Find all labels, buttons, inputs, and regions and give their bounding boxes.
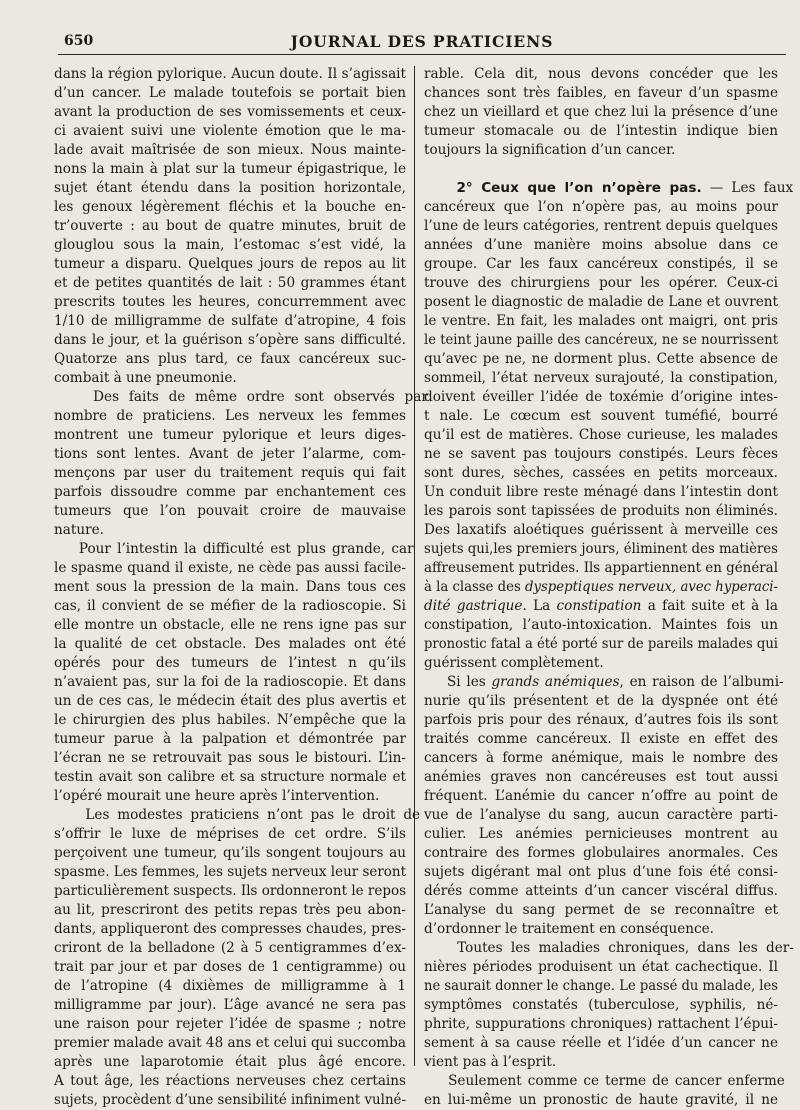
text-line: lade avait maîtrisée de son mieux. Nous mainte-: [54, 142, 406, 158]
text-line: le teint jaune paille des cancéreux, ne se nourrissent: [424, 332, 778, 348]
text-line: L’analyse du sang permet de se reconnaître et: [424, 902, 778, 918]
text-line: après une laparotomie était plus âgé encore.: [54, 1054, 406, 1070]
text-line: parfois pris pour des rénaux, d’autres fois ils sont: [424, 712, 778, 728]
text-line: sujets qui,les premiers jours, éliminent des matières: [424, 541, 778, 557]
text-line: tumeur a disparu. Quelques jours de repos au lit: [54, 256, 406, 272]
text-line: milligramme par jour). L’âge avancé ne sera pas: [54, 997, 406, 1013]
text-line: t nale. Le cœcum est souvent tuméfié, bourré: [424, 408, 778, 424]
text-line: d’ordonner le traitement en conséquence.: [424, 921, 715, 937]
text-line: A tout âge, les réactions nerveuses chez certains: [54, 1073, 406, 1089]
text-line: avant la production de ses vomissements et ceux-: [54, 104, 406, 120]
text-line: nurie qu’ils présentent et de la dyspnée ont été: [424, 693, 778, 709]
text-line: qu’avec pe ne, ne dorment plus. Cette absence de: [424, 351, 778, 367]
text-line: un de ces cas, le médecin était des plus avertis et: [54, 693, 406, 709]
text-line: premier malade avait 48 ans et celui qui succomba: [54, 1035, 406, 1051]
page-header: [64, 30, 780, 52]
text-line: sujets digérant mal ont plus d’une fois été consi-: [424, 864, 778, 880]
text-line: une raison pour rejeter l’idée de spasme ; notre: [54, 1016, 406, 1032]
text-line: n’avaient pas, sur la foi de la radioscopie. Et dans: [54, 674, 406, 690]
text-line: les parois sont tapissées de produits non éliminés.: [424, 503, 778, 519]
text-line: tumeur stomacale ou de l’intestin indique bien: [424, 123, 778, 139]
text-line: tumeur parue à la palpation et démontrée par: [54, 731, 406, 747]
text-line: contraire des formes globulaires anormales. Ces: [424, 845, 778, 861]
text-line: années d’une manière moins absolue dans ce: [424, 237, 778, 253]
text-line: 1/10 de milligramme de sulfate d’atropine, 4 fois: [54, 313, 406, 329]
text-line: vue de l’analyse du sang, aucun caractère parti-: [424, 807, 778, 823]
text-line: dans le jour, et la guérison s’opère sans difficulté.: [54, 332, 406, 348]
text-line: doivent éveiller l’idée de toxémie d’origine intes-: [424, 389, 778, 405]
text-line: Toutes les maladies chroniques, dans les der-: [424, 940, 794, 956]
text-line: sement à sa cause réelle et l’idée d’un cancer ne: [424, 1035, 778, 1051]
text-line: d’un cancer. Le malade toutefois se portait bien: [54, 85, 406, 101]
text-line: posent le diagnostic de maladie de Lane et ouvrent: [424, 294, 778, 310]
text-line: Des faits de même ordre sont observés par: [54, 389, 428, 405]
page-number: 650: [64, 33, 94, 49]
text-line: Quatorze ans plus tard, ce faux cancéreux suc-: [54, 351, 406, 367]
text-line: le spasme quand il existe, ne cède pas aussi facile-: [54, 560, 406, 576]
text-line: groupe. Car les faux cancéreux constipés, il se: [424, 256, 778, 272]
text-line: combait à une pneumonie.: [54, 370, 237, 386]
text-line: nons la main à plat sur la tumeur épigastrique, le: [54, 161, 406, 177]
text-line: le ventre. En fait, les malades ont maigri, ont pris: [424, 313, 778, 329]
header-rule: [58, 54, 786, 55]
text-line: dants, appliqueront des compresses chaudes, pres-: [54, 921, 406, 937]
text-line: culier. Les anémies pernicieuses montrent au: [424, 826, 778, 842]
text-line: phrite, suppurations chroniques) rattachent l’épui-: [424, 1016, 778, 1032]
text-line: guérissent complètement.: [424, 655, 604, 671]
text-line: ne se savent pas toujours constipés. Leurs fèces: [424, 446, 778, 462]
text-line: Seulement comme ce terme de cancer enferme: [424, 1073, 785, 1089]
text-line: dité gastrique. La constipation a fait suite et à la: [424, 598, 778, 614]
text-line: qu’il est de matières. Chose curieuse, les malades: [424, 427, 778, 443]
text-line: perçoivent une tumeur, qu’ils songent toujours au: [54, 845, 406, 861]
text-line: nombre de praticiens. Les nerveux les femmes: [54, 408, 406, 424]
text-line: spasme. Les femmes, les sujets nerveux leur seront: [54, 864, 406, 880]
running-title: JOURNAL DES PRATICIENS: [290, 32, 554, 51]
text-line: s’offrir le luxe de méprises de cet ordre. S’ils: [54, 826, 406, 842]
text-line: tumeurs que l’on pouvait croire de mauvaise: [54, 503, 406, 519]
text-line: rable. Cela dit, nous devons concéder que les: [424, 66, 778, 82]
text-line: vient pas à l’esprit.: [424, 1054, 557, 1070]
text-line: montrent une tumeur pylorique et leurs diges-: [54, 427, 406, 443]
text-line: Un conduit libre reste ménagé dans l’intestin dont: [424, 484, 778, 500]
text-line: Pour l’intestin la difficulté est plus grande, car: [54, 541, 414, 557]
text-line: elle montre un obstacle, elle ne rens igne pas sur: [54, 617, 406, 633]
text-line: parfois dissoudre comme par enchantement ces: [54, 484, 406, 500]
text-line: trait par jour et par doses de 1 centigramme) ou: [54, 959, 406, 975]
text-line: sommeil, l’état nerveux surajouté, la constipation,: [424, 370, 778, 386]
text-line: ci avaient suivi une violente émotion que le ma-: [54, 123, 406, 139]
text-line: Si les grands anémiques, en raison de l’albumi-: [424, 674, 784, 690]
text-line: sont dures, sèches, cassées en petits morceaux.: [424, 465, 778, 481]
text-line: pronostic fatal a été porté sur de pareils malades qui: [424, 636, 778, 652]
text-line: anémies graves non cancéreuses est tout aussi: [424, 769, 778, 785]
text-line: Des laxatifs aloétiques guérissent à merveille ces: [424, 522, 778, 538]
text-line: cancers à forme anémique, mais le nombre des: [424, 750, 778, 766]
text-line: le chirurgien des plus habiles. N’empêche que la: [54, 712, 406, 728]
text-line: sujets, procèdent d’une sensibilité infiniment vulné-: [54, 1092, 406, 1108]
text-line: symptômes constatés (tuberculose, syphilis, né-: [424, 997, 778, 1013]
text-line: trouve des chirurgiens pour les opérer. Ceux-ci: [424, 275, 778, 291]
text-line: la qualité de cet obstacle. Des malades ont été: [54, 636, 406, 652]
text-line: nature.: [54, 522, 104, 538]
text-line: ne saurait donner le change. Le passé du malade, les: [424, 978, 778, 994]
text-line: constipation, l’auto-intoxication. Maintes fois un: [424, 617, 778, 633]
text-line: tions sont lentes. Avant de jeter l’alarme, com-: [54, 446, 406, 462]
text-line: dérés comme atteints d’un cancer viscéral diffus.: [424, 883, 778, 899]
text-line: cancéreux que l’on n’opère pas, au moins pour: [424, 199, 778, 215]
text-line: affreusement putrides. Ils appartiennent en général: [424, 560, 778, 576]
text-line: chances sont très faibles, en faveur d’un spasme: [424, 85, 778, 101]
text-line: à la classe des dyspeptiques nerveux, avec hyperaci-: [424, 579, 778, 595]
text-line: Les modestes praticiens n’ont pas le droit de: [54, 807, 421, 823]
text-line: glouglou sous la main, l’estomac s’est vidé, la: [54, 237, 406, 253]
text-line: l’opéré mourait une heure après l’intervention.: [54, 788, 380, 804]
text-line: cas, il convient de se méfier de la radioscopie. Si: [54, 598, 406, 614]
column-divider: [414, 66, 415, 1066]
text-line: criront de la belladone (2 à 5 centigrammes d’ex-: [54, 940, 406, 956]
text-line: de l’atropine (4 dixièmes de milligramme à 1: [54, 978, 406, 994]
text-line: chez un vieillard et que chez lui la présence d’une: [424, 104, 778, 120]
text-line: opérés pour des tumeurs de l’intest n qu’ils: [54, 655, 406, 671]
text-line: particulièrement suspects. Ils ordonneront le repos: [54, 883, 406, 899]
text-line: testin avait son calibre et sa structure normale et: [54, 769, 406, 785]
text-line: fréquent. L’anémie du cancer n’offre au point de: [424, 788, 778, 804]
text-line: les genoux légèrement fléchis et la bouche en-: [54, 199, 406, 215]
text-line: toujours la signification d’un cancer.: [424, 142, 676, 158]
text-line: ment sous la pression de la main. Dans tous ces: [54, 579, 406, 595]
text-line: nières périodes produisent un état cachectique. Il: [424, 959, 778, 975]
text-line: et de petites quantités de lait : 50 grammes étant: [54, 275, 406, 291]
text-line: tr’ouverte : au bout de quatre minutes, bruit de: [54, 218, 406, 234]
text-line: l’écran ne se retrouvait pas sous le bistouri. L’in-: [54, 750, 406, 766]
text-line: dans la région pylorique. Aucun doute. Il s’agissait: [54, 66, 406, 82]
text-line: l’une de leurs catégories, rentrent depuis quelques: [424, 218, 778, 234]
text-line: traités comme cancéreux. Il existe en effet des: [424, 731, 778, 747]
text-line: mençons par user du traitement requis qui fait: [54, 465, 406, 481]
text-line: au lit, prescriront des petits repas très peu abon-: [54, 902, 406, 918]
text-line: sujet étant étendu dans la position horizontale,: [54, 180, 406, 196]
text-line: prescrits toutes les heures, concurremment avec: [54, 294, 406, 310]
text-line: en lui-même un pronostic de haute gravité, il ne: [424, 1092, 778, 1108]
text-line: 2° Ceux que l’on n’opère pas. — Les faux: [456, 180, 794, 196]
